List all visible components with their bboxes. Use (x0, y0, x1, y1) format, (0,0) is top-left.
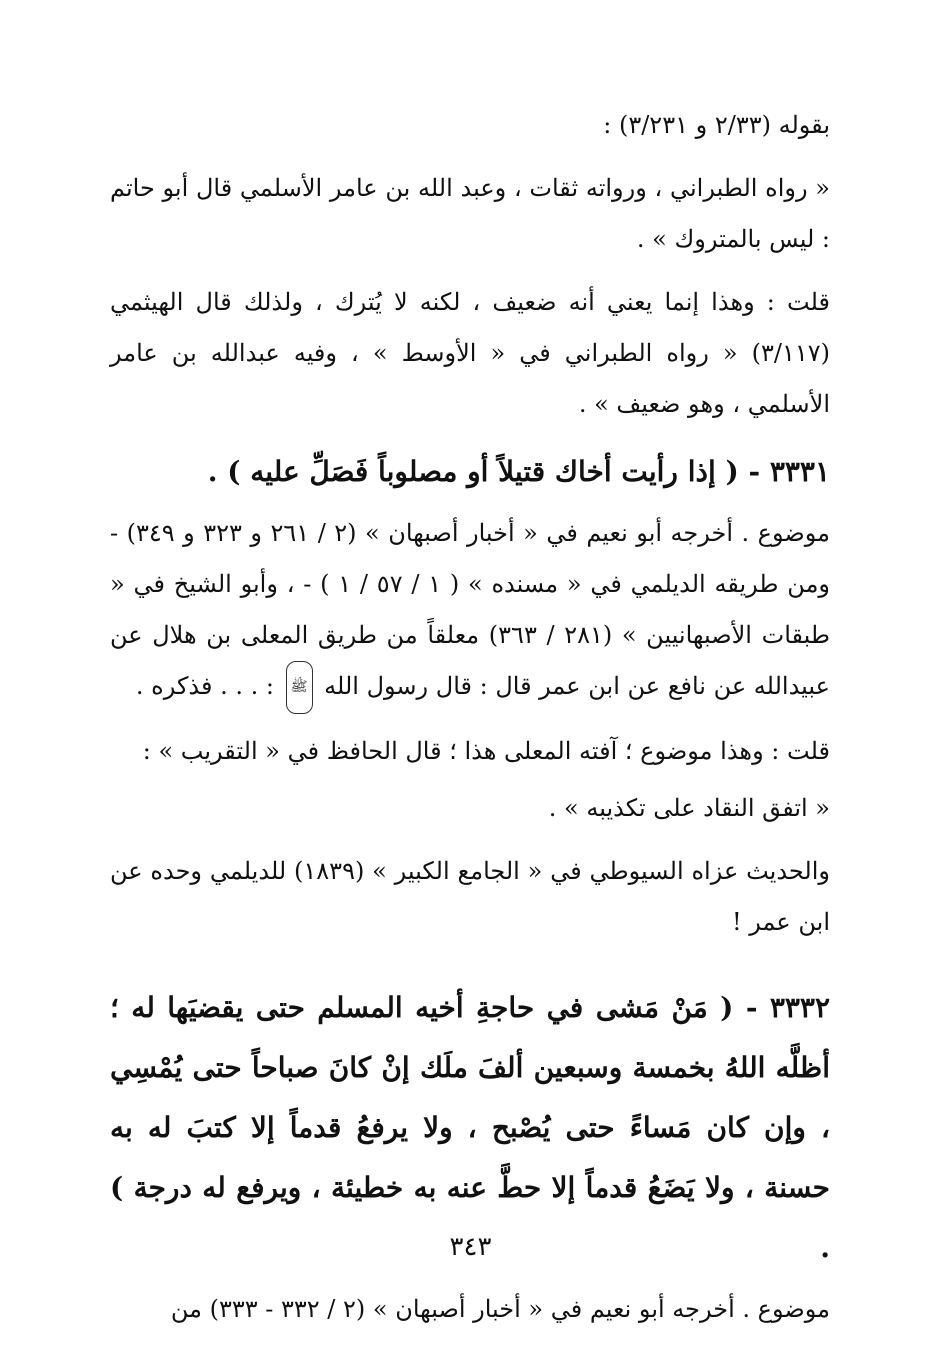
hadith-heading-3331: ٣٣٣١ - ( إذا رأيت أخاك قتيلاً أو مصلوباً فَصَلِّ عليه ) . (207, 455, 830, 488)
quote-tabarani: « رواه الطبراني ، ورواته ثقات ، وعبد الله بن عامر الأسلمي قال أبو حاتم : ليس بالمتروك » . (110, 174, 830, 253)
sallallahu-alayhi-wasallam-icon: ﷺ (286, 661, 313, 714)
paragraph-comment-mualla: قلت : وهذا موضوع ؛ آفته المعلى هذا ؛ قال الحافظ في « التقريب » : (142, 737, 830, 765)
takhrij-text: موضوع . أخرجه أبو نعيم في « أخبار أصبهان » (٢ / ٢٦١ و ٣٢٣ و ٣٤٩) - ومن طريقه الديلمي في « مسنده » ( ١ / ٥٧ / ١ ) - ، وأبو الشيخ في « طبقات الأصبهانيين » (٢٨١ / ٣٦٣) معلقاً من طريق المعلى بن هلال عن عبيدالله عن نافع عن ابن عمر قال : قال رسول الله (110, 519, 831, 700)
takhrij-ending: : . . . فذكره . (135, 672, 274, 700)
paragraph-comment: قلت : وهذا إنما يعني أنه ضعيف ، لكنه لا يُترك ، ولذلك قال الهيثمي (٣/١١٧) « رواه الطبراني في « الأوسط » ، وفيه عبدالله بن عامر الأسلمي ، وهو ضعيف » . (110, 288, 830, 418)
page-number: ٣٤٣ (449, 1232, 492, 1262)
paragraph-takhrij-3332: موضوع . أخرجه أبو نعيم في « أخبار أصبهان » (٢ / ٣٣٢ - ٣٣٣) من (170, 1295, 830, 1323)
quote-taqrib: « اتفق النقاد على تكذيبه » . (548, 794, 830, 822)
paragraph-takhrij-3331 (110, 508, 830, 714)
page-body (110, 100, 830, 1347)
paragraph-intro: بقوله (٢/٣٣ و ٣/٢٣١) : (603, 111, 830, 139)
paragraph-suyuti: والحديث عزاه السيوطي في « الجامع الكبير » (١٨٣٩) للديلمي وحده عن ابن عمر ! (110, 857, 830, 936)
hadith-heading-3332: ٣٣٣٢ - ( مَنْ مَشى في حاجةِ أخيه المسلم حتى يقضيَها له ؛ أظلَّه اللهُ بخمسة وسبعين ألفَ ملَك إنْ كانَ صباحاً حتى يُمْسِي ، وإن كان مَساءً حتى يُصْبح ، ولا يرفعُ قدماً إلا كتبَ له به حسنة ، ولا يَضَعُ قدماً إلا حطَّ عنه به خطيئة ، ويرفع له درجة ) . (110, 991, 830, 1264)
